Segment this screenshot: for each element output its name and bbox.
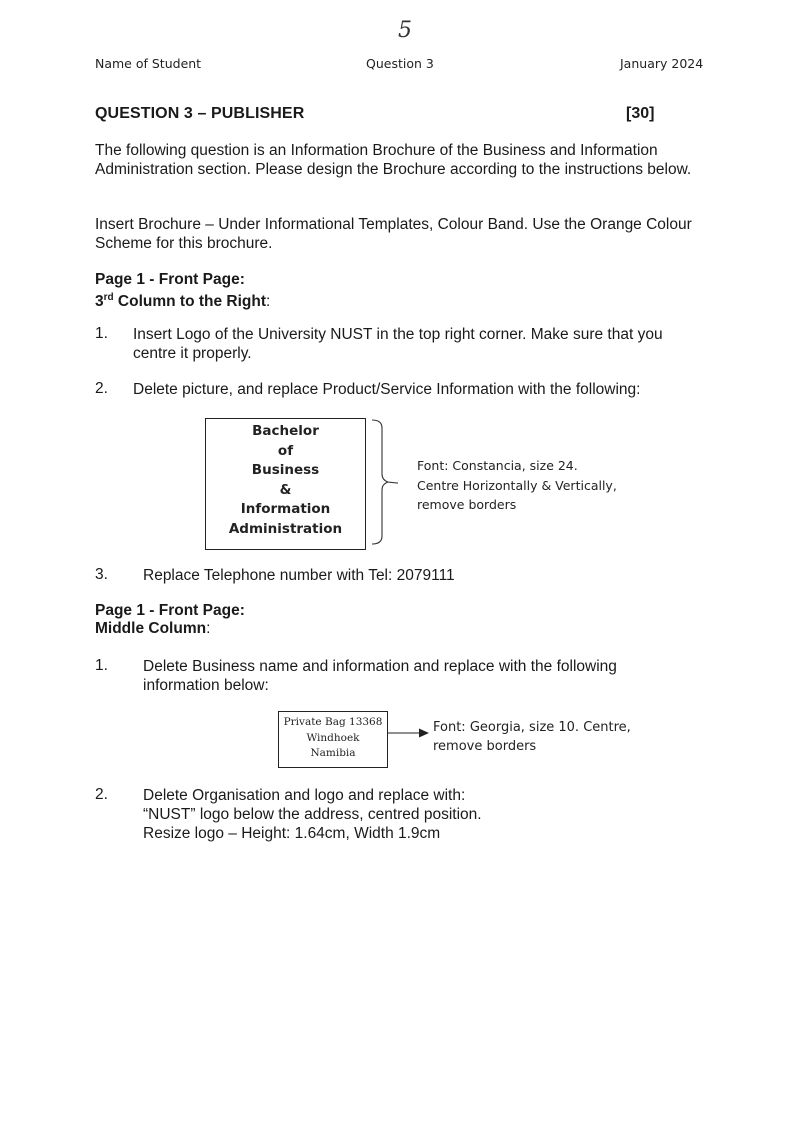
section2-item-2-line-1: Delete Organisation and logo and replace with: [143, 787, 466, 804]
section1-item-1-number: 1. [95, 325, 108, 342]
arrow-right-icon [386, 726, 430, 740]
address-note-line-1: Font: Georgia, size 10. Centre, [433, 720, 631, 735]
degree-note-line-2: Centre Horizontally & Vertically, [417, 477, 617, 493]
section1-subtitle-num: 3 [95, 293, 104, 311]
degree-line-6: Administration [228, 520, 343, 537]
section1-item-3-number: 3. [95, 566, 108, 583]
section2-item-2-number: 2. [95, 786, 108, 803]
address-line-1: Private Bag 13368 [283, 716, 383, 728]
intro-paragraph-1: The following question is an Information Brochure of the Business and Information Administration section. Please design the Brochure according to the instructions below. [95, 142, 692, 178]
degree-line-1: Bachelor [252, 423, 319, 439]
header-student-name: Name of Student [95, 56, 202, 71]
section2-subtitle-text: Middle Column [95, 620, 207, 637]
degree-line-2: of [277, 442, 294, 459]
section2-title: Page 1 - Front Page: [95, 602, 245, 619]
header-date: January 2024 [620, 56, 704, 71]
handwritten-page-number: 5 [398, 18, 412, 43]
degree-note-line-3: remove borders [417, 497, 517, 512]
header-question: Question 3 [366, 56, 434, 71]
section1-subtitle-colon: : [266, 293, 271, 311]
address-line-3: Namibia [310, 747, 356, 759]
section2-subtitle [95, 620, 245, 638]
degree-line-4: & [279, 481, 292, 498]
question-marks: [30] [626, 105, 655, 122]
section2-item-1-text: Delete Business name and information and replace with the following information below: [143, 658, 617, 694]
section2-item-1-number: 1. [95, 657, 108, 674]
degree-note-line-1: Font: Constancia, size 24. [417, 458, 578, 473]
curly-bracket-icon [366, 416, 400, 548]
degree-box-font-note [417, 456, 637, 515]
section1-subtitle-rest: Column to the Right [113, 293, 267, 311]
section1-subtitle-sup: rd [103, 292, 114, 303]
address-line-2: Windhoek [306, 731, 360, 744]
address-note-line-2: remove borders [433, 739, 537, 754]
section1-item-1-text: Insert Logo of the University NUST in the top right corner. Make sure that you centre it properly. [133, 326, 663, 362]
section2-subtitle-colon: : [206, 620, 211, 637]
address-box [278, 711, 388, 768]
section2-item-2-text [143, 786, 703, 843]
section1-title: Page 1 - Front Page: [95, 271, 245, 288]
degree-line-5: Information [240, 501, 331, 518]
section1-item-3-text: Replace Telephone number with Tel: 2079111 [143, 567, 455, 584]
section1-item-2-text: Delete picture, and replace Product/Service Information with the following: [133, 381, 641, 398]
section2-item-2-line-3: Resize logo – Height: 1.64cm, Width 1.9cm [143, 825, 441, 842]
section1-heading [95, 271, 270, 311]
degree-title-box [205, 418, 366, 550]
section1-subtitle [95, 289, 270, 311]
intro-paragraph-2: Insert Brochure – Under Informational Templates, Colour Band. Use the Orange Colour Scheme for this brochure. [95, 216, 692, 252]
question-title: QUESTION 3 – PUBLISHER [95, 105, 305, 122]
section2-heading [95, 602, 245, 638]
address-box-font-note [433, 718, 643, 756]
section1-item-2-number: 2. [95, 380, 108, 397]
section2-item-2-line-2: “NUST” logo below the address, centred position. [143, 806, 482, 823]
degree-line-3: Business [251, 462, 320, 479]
